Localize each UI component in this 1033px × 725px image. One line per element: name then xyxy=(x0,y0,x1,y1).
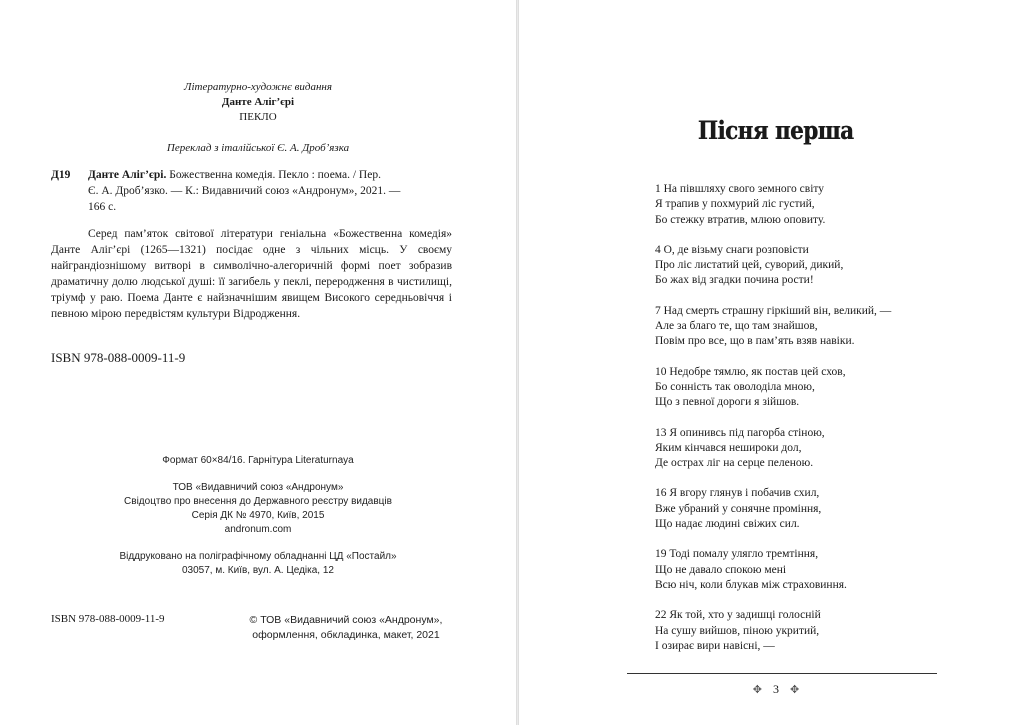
verse-line: Бо жах від згадки почина рости! xyxy=(655,274,814,287)
verse-line: Про ліс листатий цей, суворий, дикий, xyxy=(655,259,844,272)
isbn-footer: ISBN 978-088-0009-11-9 xyxy=(51,613,165,625)
abstract-paragraph: Серед пам’яток світової літератури геніальна «Божественна комедія» Данте Аліг’єрі (1265—1321) посідає одне з чільних місць. У своєму найграндіознішому витворі в символічно-алегоричній формі поет зобразив драматичну долю людської душі: її загибель у пеклі, переродження в чистилищі, тріумф у раю. Поема Данте є найзначнішим явищем Високого середньовіччя і певною мірою передвістям культури Відродження. xyxy=(51,228,452,320)
catalog-line-2: Є. А. Дроб’язко. — К.: Видавничий союз «Андронум», 2021. — xyxy=(88,185,401,197)
page-number: 3 xyxy=(773,682,779,696)
footer-rule xyxy=(627,673,937,674)
catalog-entry xyxy=(51,167,451,215)
ornament-left-icon: ✥ xyxy=(752,684,762,696)
stanza xyxy=(655,486,955,532)
verse-line: 16 Я вгору глянув і побачив схил, xyxy=(655,487,820,500)
verse-line: Бо стежку втратив, млюю оповиту. xyxy=(655,213,826,226)
verse-line: Але за благо те, що там знайшов, xyxy=(655,320,818,333)
genre-label: Літературно-художнє видання xyxy=(184,81,332,93)
canto-title: Пісня перша xyxy=(698,116,854,145)
verse-line: Що надає людині свіжих сил. xyxy=(655,518,800,531)
ornament-right-icon: ✥ xyxy=(790,684,800,696)
catalog-code: Д19 xyxy=(51,169,71,181)
certificate-line: Свідоцтво про внесення до Державного реєстру видавців xyxy=(124,496,392,507)
format-line: Формат 60×84/16. Гарнітура Literaturnaya xyxy=(162,455,354,466)
stanza xyxy=(655,304,955,350)
verse-line: 10 Недобре тямлю, як постав цей схов, xyxy=(655,365,846,378)
left-page xyxy=(0,0,516,725)
verse-line: 7 Над смерть страшну гіркіший він, великий, — xyxy=(655,304,892,317)
catalog-line-1: Божественна комедія. Пекло : поема. / Пер. xyxy=(166,169,381,181)
series-line: Серія ДК № 4970, Київ, 2015 xyxy=(191,510,325,521)
verse-line: І озирає вири навісні, — xyxy=(655,639,775,652)
verses-block xyxy=(655,182,955,669)
website: andronum.com xyxy=(224,524,292,535)
verse-line: Всю ніч, коли блукав між страховиння. xyxy=(655,578,847,591)
verse-line: 4 О, де візьму снаги розповісти xyxy=(655,243,809,256)
verse-line: Повім про все, що в пам’ять взяв навіки. xyxy=(655,335,855,348)
catalog-author: Данте Аліг’єрі. xyxy=(88,169,167,181)
verse-line: 1 На півшляху свого земного світу xyxy=(655,183,825,195)
author-name: Данте Аліг’єрі xyxy=(221,96,295,108)
verse-line: Я трапив у похмурий ліс густий, xyxy=(655,198,815,211)
stanza xyxy=(655,182,955,228)
imprint-block xyxy=(0,80,516,156)
translation-credit: Переклад з італійської Є. А. Дроб’язка xyxy=(166,142,350,154)
verse-line: На сушу вийшов, піною укритий, xyxy=(655,624,820,637)
verse-line: 22 Як той, хто у задишці голосній xyxy=(655,609,821,622)
stanza xyxy=(655,547,955,593)
publisher-info xyxy=(0,454,516,578)
book-title: ПЕКЛО xyxy=(239,111,277,123)
stanza xyxy=(655,243,955,289)
printer-address: 03057, м. Київ, вул. А. Цедіка, 12 xyxy=(182,565,334,576)
publisher-name: ТОВ «Видавничий союз «Андронум» xyxy=(172,482,344,493)
page-footer xyxy=(519,682,1033,697)
stanza xyxy=(655,365,955,411)
verse-line: Що не давало спокою мені xyxy=(655,563,787,576)
copyright-line-2: оформлення, обкладинка, макет, 2021 xyxy=(252,629,440,641)
verse-line: 19 Тоді помалу улягло тремтіння, xyxy=(655,548,819,561)
isbn-main: ISBN 978-088-0009-11-9 xyxy=(51,350,186,365)
verse-line: Яким кінчався нешироки дол, xyxy=(655,441,802,454)
stanza xyxy=(655,608,955,654)
verse-line: Вже убраний у сонячне проміння, xyxy=(655,502,822,515)
verse-line: Бо сонність так оволоділа мною, xyxy=(655,380,815,393)
catalog-line-3: 166 с. xyxy=(88,201,117,213)
canto-heading xyxy=(519,116,1033,145)
copyright-notice xyxy=(236,613,456,643)
verse-line: 13 Я опинивсь під пагорба стіною, xyxy=(655,426,825,439)
printer-line: Віддруковано на поліграфічному обладнанні ЦД «Постайл» xyxy=(119,551,397,562)
stanza xyxy=(655,426,955,472)
verse-line: Де острах ліг на серце пеленою. xyxy=(655,457,814,470)
right-page xyxy=(519,0,1033,725)
copyright-line-1: © ТОВ «Видавничий союз «Андронум», xyxy=(249,614,443,626)
verse-line: Що з певної дороги я зійшов. xyxy=(655,396,800,409)
